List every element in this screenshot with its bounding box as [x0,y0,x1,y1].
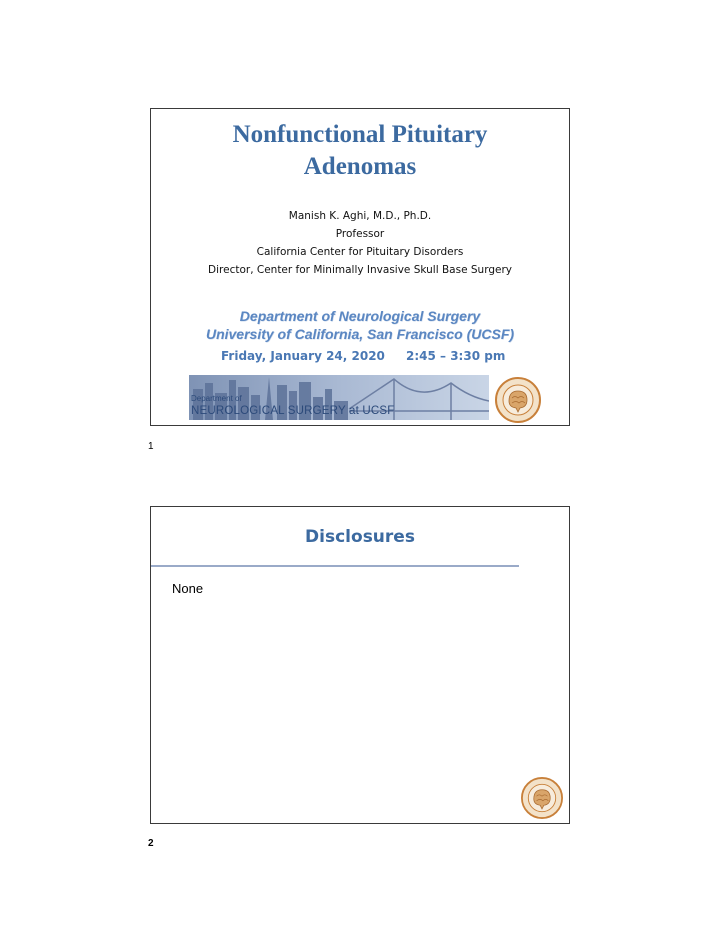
banner-caption [191,393,395,417]
banner-department: Department of [191,394,242,403]
event-time: 2:45 – 3:30 pm [406,349,506,363]
banner-neurosurgery: NEUROLOGICAL SURGERY at UCSF [191,405,395,417]
presenter-name: Manish K. Aghi, M.D., Ph.D. [288,210,432,222]
title-line-1: Nonfunctional Pituitary [232,121,488,148]
presenter-info [151,207,569,279]
slide-1 [150,108,570,426]
neurological-surgery-seal-icon [521,777,563,819]
slide-2 [150,506,570,824]
slide-title: Disclosures [305,527,415,547]
slide-title [151,119,569,183]
title-line-2: Adenomas [303,153,417,180]
presenter-title: Professor [335,228,385,240]
presenter-director-role: Director, Center for Minimally Invasive Skull Base Surgery [208,264,512,276]
slide-number-2: 2 [148,838,154,849]
event-date: Friday, January 24, 2020 [221,349,385,363]
slide-number-1: 1 [148,441,154,452]
title-divider [151,565,519,567]
department-line-2: University of California, San Francisco (UCSF) [205,326,515,342]
san-francisco-skyline-banner [189,375,489,420]
department-heading [151,307,569,343]
slide-body: None [172,581,204,596]
presenter-affiliation: California Center for Pituitary Disorders [256,246,464,258]
neurological-surgery-seal-icon [495,377,541,423]
department-line-1: Department of Neurological Surgery [239,308,481,324]
